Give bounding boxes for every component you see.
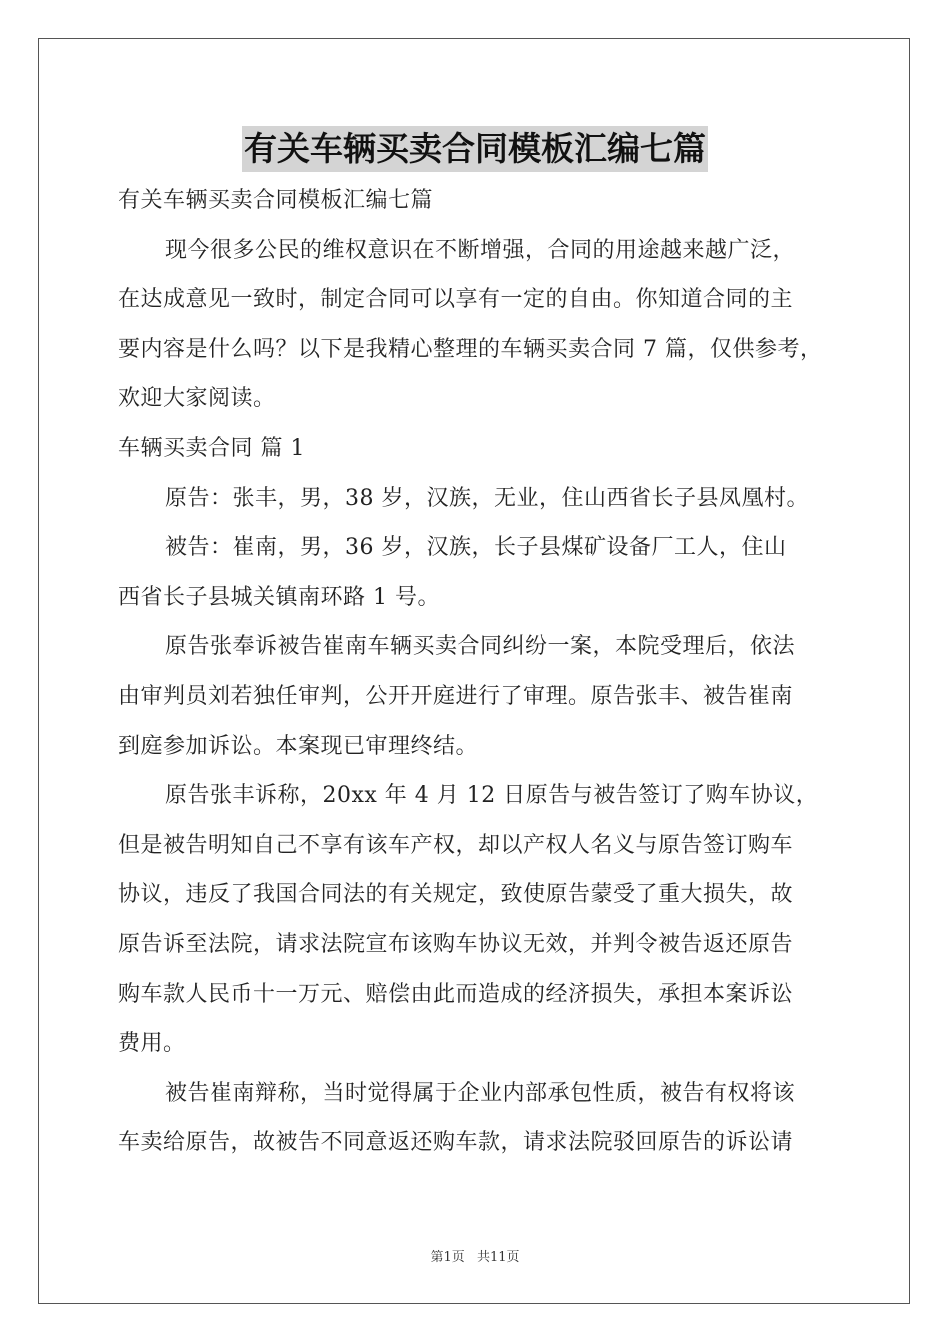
paragraph-line: 原告张丰诉称，20xx 年 4 月 12 日原告与被告签订了购车协议， (165, 783, 819, 809)
paragraph-line: 由审判员刘若独任审判，公开开庭进行了审理。原告张丰、被告崔南 (118, 683, 794, 709)
paragraph-line: 西省长子县城关镇南环路 1 号。 (118, 584, 440, 610)
paragraph-line: 现今很多公民的维权意识在不断增强，合同的用途越来越广泛， (165, 237, 796, 263)
subtitle-line: 有关车辆买卖合同模板汇编七篇 (118, 188, 434, 213)
paragraph-line: 原告诉至法院，请求法院宣布该购车协议无效，并判令被告返还原告 (118, 931, 794, 957)
paragraph-line: 原告张奉诉被告崔南车辆买卖合同纠纷一案，本院受理后，依法 (165, 634, 796, 660)
paragraph-line: 到庭参加诉讼。本案现已审理终结。 (118, 733, 479, 759)
paragraph-line: 要内容是什么吗？以下是我精心整理的车辆买卖合同 7 篇，仅供参考， (118, 336, 823, 362)
document-body (118, 176, 846, 1168)
page-total: 共11页 (476, 1250, 520, 1265)
paragraph-line: 车卖给原告，故被告不同意返还购车款，请求法院驳回原告的诉讼请 (118, 1130, 794, 1156)
paragraph-line: 在达成意见一致时，制定合同可以享有一定的自由。你知道合同的主 (118, 287, 794, 313)
paragraph-line: 协议，违反了我国合同法的有关规定，致使原告蒙受了重大损失，故 (118, 882, 794, 908)
paragraph-line: 但是被告明知自己不享有该车产权，却以产权人名义与原告签订购车 (118, 832, 794, 858)
paragraph-line: 购车款人民币十一万元、赔偿由此而造成的经济损失，承担本案诉讼 (118, 981, 794, 1007)
document-title: 有关车辆买卖合同模板汇编七篇 (242, 126, 708, 172)
section-heading: 车辆买卖合同 篇 1 (118, 435, 305, 461)
paragraph-line: 原告：张丰，男，38 岁，汉族，无业，住山西省长子县凤凰村。 (165, 485, 809, 511)
paragraph-line: 费用。 (118, 1031, 186, 1057)
paragraph-line: 被告：崔南，男，36 岁，汉族，长子县煤矿设备厂工人，住山 (165, 535, 787, 561)
paragraph-line: 欢迎大家阅读。 (118, 386, 276, 412)
page-number: 第1页 (430, 1250, 465, 1265)
title-container (0, 126, 950, 172)
paragraph-line: 被告崔南辩称，当时觉得属于企业内部承包性质，被告有权将该 (165, 1080, 796, 1106)
page-footer (0, 1246, 950, 1265)
